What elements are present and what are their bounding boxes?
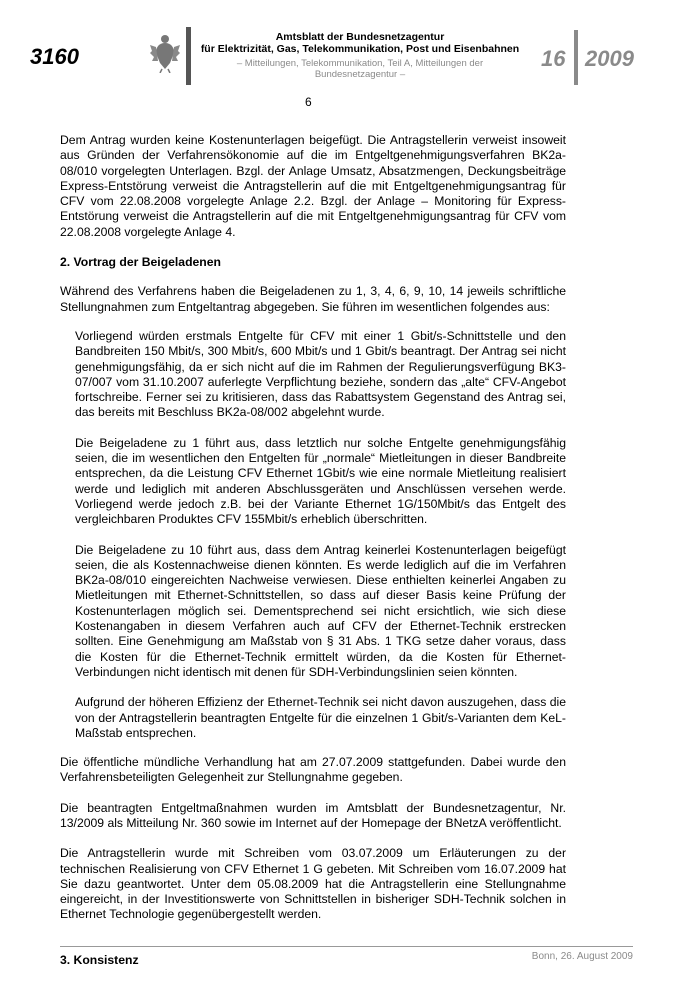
- paragraph-correspondence: Die Antragstellerin wurde mit Schreiben vom 03.07.2009 um Erläuterungen zu der technischen Realisierung von CFV Ethernet 1 G gebeten. Mit Schreiben vom 16.07.2009 hat Sie dazu geantwortet. Unter dem 05.08.2009 hat die Antragstellerin eine Stellungnahme eingereicht, in der Investitionswerte von Schnittstellen in bisheriger SDH-Technik solchen in Ethernet Technologie gegenübergestellt werden.: [60, 846, 566, 922]
- paragraph-proceedings: Während des Verfahrens haben die Beigeladenen zu 1, 3, 4, 6, 9, 10, 14 jeweils schriftliche Stellungnahmen zum Entgeltantrag abgegeben. Sie führen im wesentlichen folgendes aus:: [60, 284, 566, 314]
- quote-paragraph-2: Die Beigeladene zu 1 führt aus, dass letztlich nur solche Entgelte genehmigungsfähig seien, die im wesentlichen den Entgelten für „normale“ Mietleitungen in dieser Bandbreite entsprechen, da die Leistung CFV Ethernet 1Gbit/s wie eine normale Mietleitung realisiert werde und lediglich mit anderen Abschlussgeräten und Anschlüssen versehen werde. Vorliegend werde jedoch z.B. bei der Variante Ethernet 1G/150Mbit/s das Entgelt des vergleichbaren Produktes CFV 155Mbit/s erheblich überschritten.: [75, 435, 566, 527]
- header-title-line1: Amtsblatt der Bundesnetzagentur: [275, 31, 445, 43]
- issue-divider: [574, 30, 578, 85]
- header-subtitle: – Mitteilungen, Telekommunikation, Teil A, Mitteilungen der Bundesnetzagentur –: [236, 58, 484, 80]
- issue-number: 16: [541, 46, 566, 71]
- document-body: [60, 133, 566, 968]
- paragraph-publication: Die beantragten Entgeltmaßnahmen wurden im Amtsblatt der Bundesnetzagentur, Nr. 13/2009 als Mitteilung Nr. 360 sowie im Internet auf der Homepage der BNetzA veröffentlicht.: [60, 800, 566, 830]
- quote-paragraph-1: Vorliegend würden erstmals Entgelte für CFV mit einer 1 Gbit/s-Schnittstelle und den Bandbreiten 150 Mbit/s, 300 Mbit/s, 600 Mbit/s und 1 Gbit/s beantragt. Der Antrag sei nicht genehmigungsfähig, da er sich nicht auf die im Rahmen der Regulierungsverfügung BK3-07/007 vom 31.10.2007 auferlegte Verpflichtung beziehe, sondern das „alte“ CFV-Angebot fortschreibe. Ferner sei zu kritisieren, dass das Rabattsystem Gegenstand des Antrag sei, das bereits mit Beschluss BK2a-08/002 abgelehnt wurde.: [75, 328, 566, 420]
- footer-divider: [60, 946, 633, 947]
- page-number: 3160: [30, 44, 79, 69]
- paragraph-hearing: Die öffentliche mündliche Verhandlung hat am 27.07.2009 stattgefunden. Dabei wurde den Verfahrensbeteiligten Gelegenheit zur Stellungnahme gegeben.: [60, 755, 566, 785]
- issue-year: 2009: [585, 46, 634, 71]
- paragraph-intro: Dem Antrag wurden keine Kostenunterlagen beigefügt. Die Antragstellerin verweist insoweit aus Gründen der Verfahrensökonomie auf die im Entgeltgenehmigungsverfahren BK2a-08/010 vorgelegten Unterlagen. Bzgl. der Anlage Umsatz, Absatzmengen, Deckungsbeiträge Express-Entstörung verweist die Antragstellerin auf die mit Entgeltgenehmigungsantrag für CFV vom 22.08.2008 vorgelegte Anlage 2.2. Bzgl. der Anlage – Monitoring für Express-Entstörung verweist die Antragstellerin auf die mit Entgeltgenehmigungsantrag für CFV vom 22.08.2008 vorgelegte Anlage 4.: [60, 133, 566, 239]
- header-divider: [186, 27, 191, 85]
- quote-paragraph-3: Die Beigeladene zu 10 führt aus, dass dem Antrag keinerlei Kostenunterlagen beigefügt seien, die als Kostennachweise dienen könnten. Es werde lediglich auf die im Verfahren BK2a-08/010 eingereichten Nachweise verwiesen. Diese enthielten keinerlei Angaben zu Mietleitungen mit Ethernet-Schnittstellen, so dass auf dieser Basis keine Prüfung der Kostenunterlagen möglich sei. Dementsprechend sei nicht ersichtlich, wie sich diese Kostenangaben in diesem Verfahren auch auf CFV der Ethernet-Technik erstrecken sollten. Eine Genehmigung am Maßstab von § 31 Abs. 1 TKG setze daher voraus, dass die Kosten für die Ethernet-Technik ermittelt würden, da die Kosten für Ethernet-Verbindungen nicht identisch mit denen für SDH-Verbindungslinien seien könnten.: [75, 542, 566, 679]
- federal-eagle-icon: [150, 33, 180, 73]
- header-title-line2: für Elektrizität, Gas, Telekommunikation, Post und Eisenbahnen: [200, 43, 520, 55]
- section-heading-2: 2. Vortrag der Beigeladenen: [60, 255, 221, 270]
- inner-page-number: 6: [305, 95, 312, 109]
- footer-date: Bonn, 26. August 2009: [531, 951, 633, 962]
- section-heading-3: 3. Konsistenz: [60, 952, 139, 967]
- quote-paragraph-4: Aufgrund der höheren Effizienz der Ethernet-Technik sei nicht davon auszugehen, dass die von der Antragstellerin beantragten Entgelte für die einzelnen 1 Gbit/s-Varianten dem KeL-Maßstab entsprechen.: [75, 695, 566, 740]
- header-title: [195, 31, 525, 55]
